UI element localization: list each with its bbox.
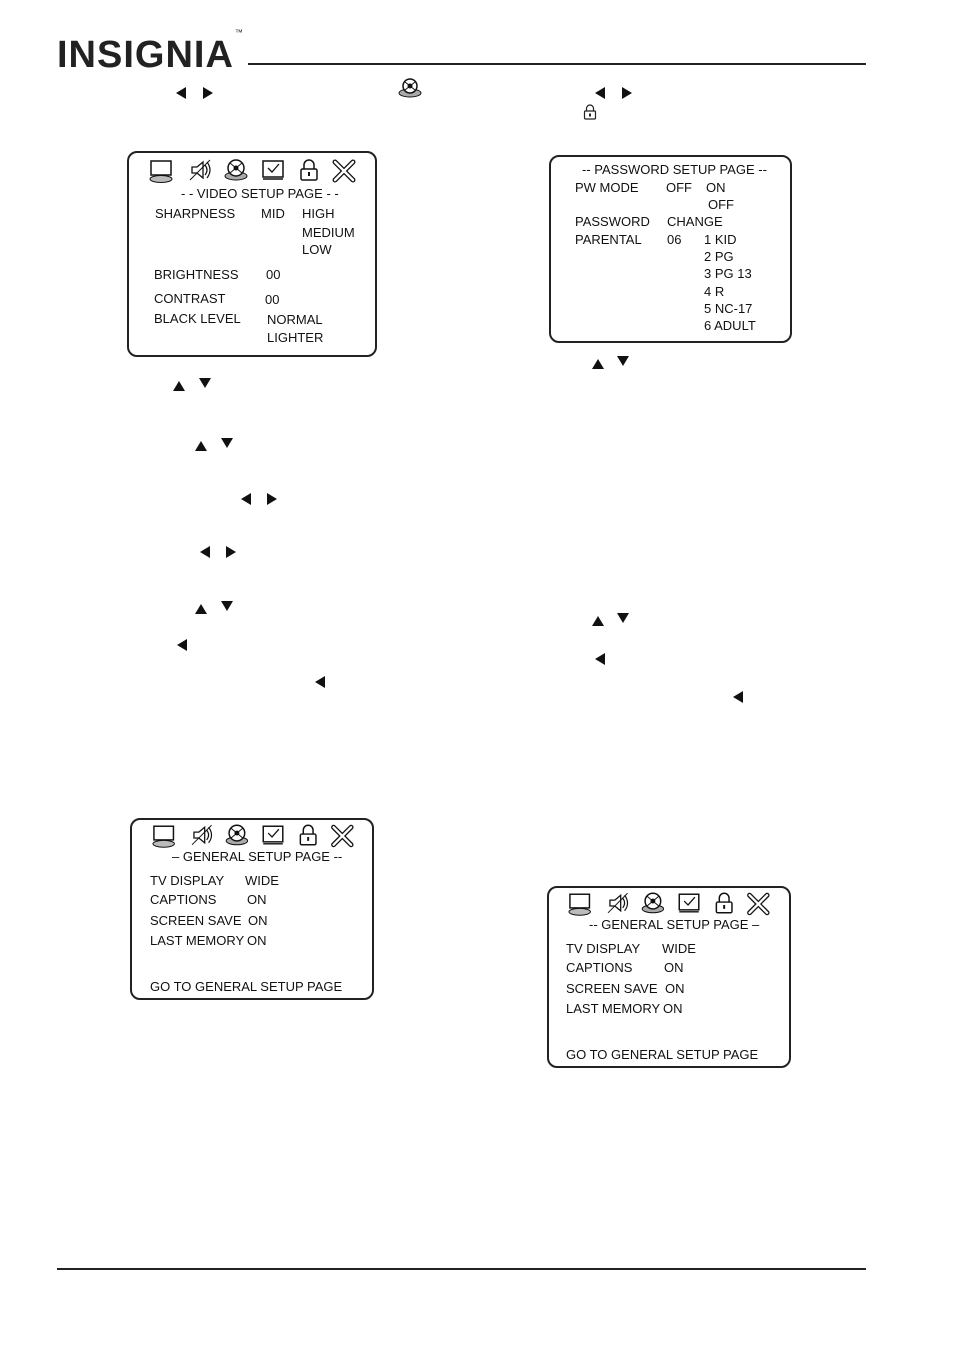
screen-save-value[interactable]: ON	[248, 913, 268, 928]
menu-icon-bar	[567, 891, 772, 917]
audio-icon	[190, 160, 210, 180]
brightness-value: 00	[266, 267, 281, 282]
header-rule	[248, 63, 866, 65]
general-page-title: -- GENERAL SETUP PAGE –	[589, 917, 760, 932]
tv-display-label: TV DISPLAY	[566, 941, 641, 956]
tv-display-label: TV DISPLAY	[150, 873, 225, 888]
right-arrow-icon	[203, 87, 213, 99]
menu-icon-bar	[151, 823, 356, 849]
screen-save-label: SCREEN SAVE	[150, 913, 242, 928]
general-page-title: – GENERAL SETUP PAGE --	[172, 849, 343, 864]
pw-mode-label: PW MODE	[575, 180, 639, 195]
video-page-title: - - VIDEO SETUP PAGE - -	[181, 186, 339, 201]
contrast-label: CONTRAST	[154, 291, 226, 306]
tv-icon	[153, 826, 174, 847]
tv-icon	[150, 161, 172, 183]
lock-icon	[301, 160, 317, 180]
right-arrow-icon	[622, 87, 632, 99]
menu-icon-bar	[148, 158, 358, 184]
preference-icon	[263, 826, 283, 844]
left-arrow-icon	[595, 653, 605, 665]
rating-option[interactable]: 5 NC-17	[704, 301, 753, 316]
tv-display-value[interactable]: WIDE	[245, 873, 279, 888]
left-arrow-icon	[241, 493, 251, 505]
sharpness-value: MID	[261, 206, 285, 221]
down-arrow-icon	[617, 613, 629, 623]
pw-mode-value: OFF	[666, 180, 692, 195]
left-arrow-icon	[315, 676, 325, 688]
password-change-option[interactable]: CHANGE	[667, 214, 723, 229]
up-arrow-icon	[173, 381, 185, 391]
last-memory-value[interactable]: ON	[663, 1001, 683, 1016]
disc-icon	[226, 825, 247, 845]
black-level-label: BLACK LEVEL	[154, 311, 241, 326]
rating-option[interactable]: 4 R	[704, 284, 725, 299]
disc-icon	[642, 893, 663, 913]
rating-option[interactable]: 3 PG 13	[704, 266, 752, 281]
captions-label: CAPTIONS	[566, 960, 633, 975]
exit-icon	[750, 895, 768, 913]
exit-icon	[335, 162, 353, 180]
captions-label: CAPTIONS	[150, 892, 217, 907]
left-arrow-icon	[595, 87, 605, 99]
left-arrow-icon	[200, 546, 210, 558]
password-label: PASSWORD	[575, 214, 650, 229]
captions-value[interactable]: ON	[247, 892, 267, 907]
down-arrow-icon	[221, 601, 233, 611]
insignia-logo: INSIGNIA™	[57, 28, 244, 76]
parental-value: 06	[667, 232, 682, 247]
contrast-value: 00	[265, 292, 280, 307]
last-memory-value[interactable]: ON	[247, 933, 267, 948]
lock-icon	[716, 893, 732, 913]
tv-display-value[interactable]: WIDE	[662, 941, 696, 956]
last-memory-label: LAST MEMORY	[566, 1001, 661, 1016]
up-arrow-icon	[195, 441, 207, 451]
audio-icon	[608, 893, 628, 913]
left-arrow-icon	[733, 691, 743, 703]
left-arrow-icon	[177, 639, 187, 651]
screen-save-value[interactable]: ON	[665, 981, 685, 996]
captions-value[interactable]: ON	[664, 960, 684, 975]
preference-icon	[263, 161, 283, 179]
disc-icon	[225, 160, 247, 180]
up-arrow-icon	[195, 604, 207, 614]
exit-icon	[334, 827, 352, 845]
down-arrow-icon	[617, 356, 629, 366]
preference-icon	[679, 894, 699, 912]
down-arrow-icon	[221, 438, 233, 448]
password-page-title: -- PASSWORD SETUP PAGE --	[582, 162, 767, 177]
general-footer: GO TO GENERAL SETUP PAGE	[150, 979, 343, 994]
pw-mode-option-off[interactable]: OFF	[708, 197, 734, 212]
down-arrow-icon	[199, 378, 211, 388]
right-arrow-icon	[226, 546, 236, 558]
audio-icon	[192, 825, 212, 845]
rating-option[interactable]: 1 KID	[704, 232, 737, 247]
left-arrow-icon	[176, 87, 186, 99]
sharpness-option-medium[interactable]: MEDIUM	[302, 225, 355, 240]
screen-save-label: SCREEN SAVE	[566, 981, 658, 996]
right-arrow-icon	[267, 493, 277, 505]
parental-label: PARENTAL	[575, 232, 642, 247]
sharpness-label: SHARPNESS	[155, 206, 236, 221]
brightness-label: BRIGHTNESS	[154, 267, 239, 282]
rating-option[interactable]: 2 PG	[704, 249, 734, 264]
pw-mode-option-on[interactable]: ON	[706, 180, 726, 195]
lock-icon	[583, 104, 597, 120]
black-level-option-normal[interactable]: NORMAL	[267, 312, 323, 327]
up-arrow-icon	[592, 616, 604, 626]
lock-icon	[300, 825, 316, 845]
sharpness-option-high[interactable]: HIGH	[302, 206, 335, 221]
general-footer: GO TO GENERAL SETUP PAGE	[566, 1047, 759, 1062]
last-memory-label: LAST MEMORY	[150, 933, 245, 948]
footer-rule	[57, 1268, 866, 1270]
up-arrow-icon	[592, 359, 604, 369]
disc-icon	[397, 77, 423, 99]
sharpness-option-low[interactable]: LOW	[302, 242, 332, 257]
rating-option[interactable]: 6 ADULT	[704, 318, 756, 333]
black-level-option-lighter[interactable]: LIGHTER	[267, 330, 324, 345]
tv-icon	[569, 894, 590, 915]
